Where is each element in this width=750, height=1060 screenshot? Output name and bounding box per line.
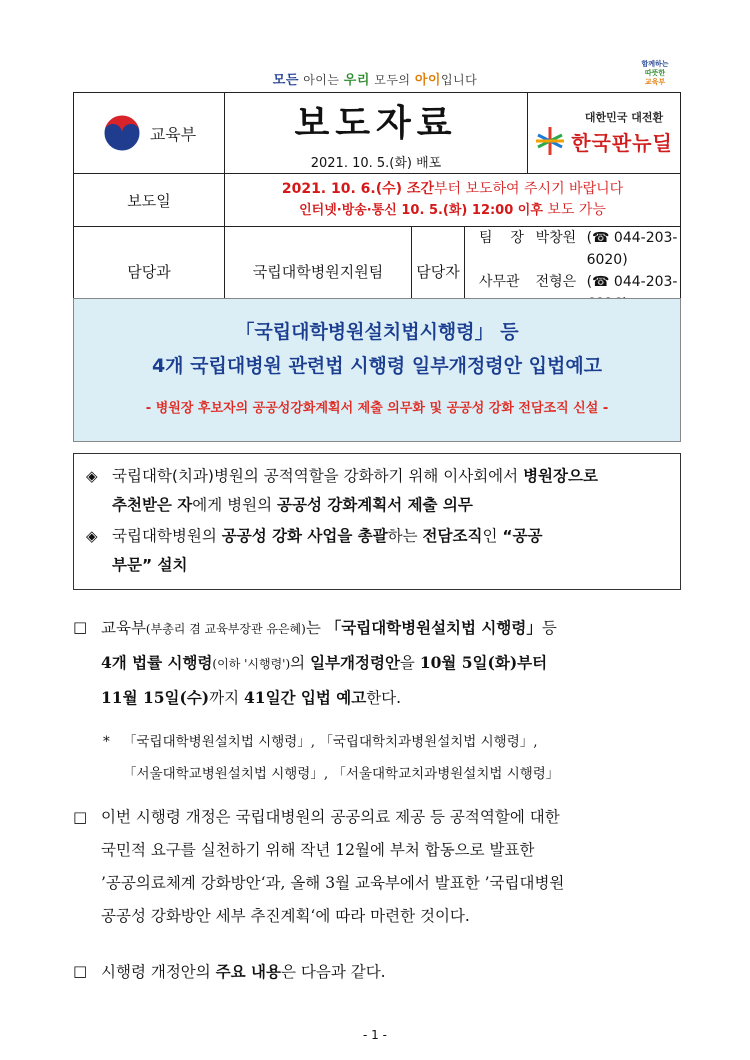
body-paragraph-1 [73,611,681,715]
slogan-word: 아이 [414,73,441,88]
summary-text: 인 [482,527,503,545]
dept-label: 담당과 [127,262,171,281]
summary-box [73,453,681,590]
para-line: 국민적 요구를 실천하기 위해 작년 12월에 부처 합동으로 발표한 [101,841,535,859]
contact-title: 팀 장 [479,230,524,246]
para-text: 의 [290,654,311,672]
summary-text: 하는 [387,527,423,545]
person-label: 담당자 [416,262,460,281]
para-bold: 「국립대학병원설치법 시행령」 [325,618,542,637]
summary-text: 에게 병원의 [192,496,277,514]
ministry-name: 교육부 [149,124,197,144]
brand-name: 한국판뉴딜 [571,130,673,155]
contact-name: 전형은 [535,274,577,290]
contact-row [479,227,680,271]
brand-slogan: 대한민국 대전환 [584,111,664,124]
footnote [103,726,681,790]
slogan-text: 입니다 [440,73,478,87]
page-title: 보도자료 [294,103,458,144]
para-small: (이하 '시행령') [212,657,291,671]
checkbox-bullet-icon: □ [73,618,88,636]
ministry-logo-cell [74,93,225,174]
summary-bold: 전담조직 [422,527,483,545]
para-text: 을 [399,654,420,672]
footnote-line: 「서울대학교병원설치법 시행령」, 「서울대학교치과병원설치법 시행령」 [123,766,560,782]
corner-logo-line: 따뜻한 [644,69,666,77]
body-paragraph-3 [73,955,681,989]
para-bold: 11월 15일(수) [101,688,210,707]
checkbox-bullet-icon: □ [73,808,88,826]
headline-line-2: 4개 국립대병원 관련법 시행령 일부개정령안 입법예고 [151,355,603,377]
para-text: 한다. [366,689,402,707]
contact-phone: (☎ 044-203- [586,274,678,290]
para-bold: 일부개정령안 [310,653,400,672]
para-small: (부총리 겸 교육부장관 유은혜) [145,622,306,636]
summary-bold: 공공성 강화계획서 제출 의무 [277,496,473,514]
summary-bold: 병원장으로 [523,467,598,485]
subheadline: - 병원장 후보자의 공공성강화계획서 제출 의무화 및 공공성 강화 전담조직 신설 - [145,401,609,416]
para-text: 등 [541,619,557,637]
para-line: 이번 시행령 개정은 국립대병원의 공공의료 제공 등 공적역할에 대한 [101,808,560,826]
para-text: 까지 [209,689,244,707]
para-text: 시행령 개정안의 [101,963,216,981]
footnote-asterisk: * [103,734,110,750]
body-paragraph-2 [73,801,681,933]
contact-title: 사무관 [479,274,520,290]
summary-bold: 공공성 강화 사업을 총괄 [221,527,388,545]
headline-line-1: 「국립대학병원설치법시행령」 등 [235,321,519,343]
summary-bold: “공공 [502,527,543,545]
slogan-text: 모두의 [369,73,415,87]
diamond-bullet-icon: ◈ [86,527,98,545]
slogan-word: 모든 [272,73,299,88]
corner-logo-line: 함께하는 [641,60,669,68]
embargo-date: 2021. 10. 6.(수) 조간 [281,181,434,197]
page-number: - 1 - [363,1028,387,1042]
embargo-online-text: 보도 가능 [542,202,606,218]
embargo-label-text: 보도일 [127,191,171,210]
summary-text: 국립대학병원의 [112,527,222,545]
footnote-line: 「국립대학병원설치법 시행령」, 「국립대학치과병원설치법 시행령」, [123,734,538,750]
para-text: 은 다음과 같다. [280,963,386,981]
contact-phone: (☎ 044-203-6020) [586,230,678,268]
para-line: 공공성 강화방안 세부 추진계획‘에 따라 마련한 것이다. [101,907,470,925]
headline-box [73,298,681,442]
contact-name: 박창원 [535,230,577,246]
summary-item [86,462,671,520]
title-cell [225,93,528,174]
para-bold: 주요 내용 [215,962,281,981]
embargo-label [74,174,225,227]
slogan-word: 우리 [343,73,370,88]
press-header-table [73,92,681,316]
new-deal-star-icon [535,125,565,157]
summary-bold: 부문” 설치 [112,556,188,574]
para-line: ’공공의료체계 강화방안‘과, 올해 3월 교육부에서 발표한 ’국립대병원 [101,874,565,892]
slogan-text: 아이는 [298,73,344,87]
corner-logo [630,60,680,90]
dept-name: 국립대학병원지원팀 [252,262,384,281]
checkbox-bullet-icon: □ [73,962,88,980]
summary-text: 국립대학(치과)병원의 공적역할을 강화하기 위해 이사회에서 [112,467,524,485]
corner-logo-line: 교육부 [644,78,666,86]
taegeuk-logo-icon [102,113,142,153]
korea-new-deal-cell [527,93,680,174]
embargo-online-date: 인터넷·방송·통신 10. 5.(화) 12:00 이후 [299,203,543,218]
summary-item [86,522,671,580]
embargo-cell [225,174,681,227]
para-bold: 4개 법률 시행령 [101,653,213,672]
para-text: 는 [305,619,326,637]
para-bold: 41일간 입법 예고 [244,688,367,707]
diamond-bullet-icon: ◈ [86,467,98,485]
para-text: 교육부 [101,619,146,637]
summary-bold: 추천받은 자 [112,496,193,514]
para-bold: 10월 5일(화)부터 [419,653,548,672]
release-date: 2021. 10. 5.(화) 배포 [310,156,442,171]
embargo-text: 부터 보도하여 주시기 바랍니다 [433,181,624,197]
